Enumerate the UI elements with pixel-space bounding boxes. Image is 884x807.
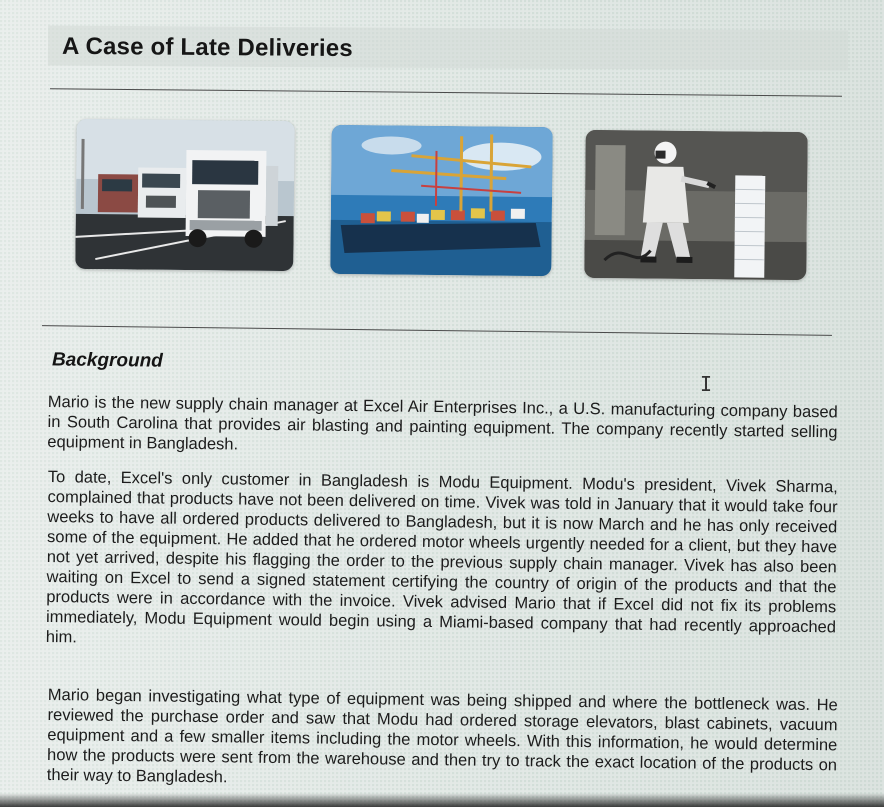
- page-title: A Case of Late Deliveries: [61, 32, 354, 63]
- sandblasting-worker-photo: [584, 130, 808, 280]
- cargo-ship-photo: [330, 125, 553, 276]
- trucks-photo: [75, 119, 295, 271]
- text-cursor-icon: I: [700, 372, 713, 396]
- paragraph-text: Mario began investigating what type of equipment was being shipped and where the bottleneck was. He reviewed the purchase order and saw that Modu had ordered storage elevators, blast cabinets, vacuum equipment and a few smaller items including the motor wheels. With this information, he would determine how the products were sent from the warehouse and then try to track the exact location of the products on their way to Bangladesh.: [46, 685, 838, 787]
- paragraph-text: To date, Excel's only customer in Bangladesh is Modu Equipment. Modu's president, Vivek Sharma, complained that products have not been delivered on time. Vivek was told in January that it would take four weeks to have all ordered products delivered to Bangladesh, but it is now March and he has only received some of the equipment. He added that he ordered motor wheels urgently needed for a client, but they have not yet arrived, despite his flagging the order to the previous supply chain manager. Vivek has also been waiting on Excel to send a signed statement certifying the country of origin of the products and that the products were in accordance with the invoice. Vivek advised Mario that if Excel did not fix its problems immediately, Modu Equipment would begin using a Miami-based company that had recently approached him.: [45, 467, 838, 647]
- paragraph-1: [47, 392, 838, 462]
- paragraph-2: [46, 467, 838, 657]
- section-heading: Background: [51, 349, 163, 372]
- paragraph-3: [47, 685, 838, 795]
- screen-edge-shadow: [0, 793, 884, 807]
- divider-middle: [42, 325, 832, 336]
- divider-top: [50, 88, 842, 97]
- paragraph-text: Mario is the new supply chain manager at Excel Air Enterprises Inc., a U.S. manufacturing company based in South Carolina that provides air blasting and painting equipment. The company recently started selling equipment in Bangladesh.: [47, 392, 838, 454]
